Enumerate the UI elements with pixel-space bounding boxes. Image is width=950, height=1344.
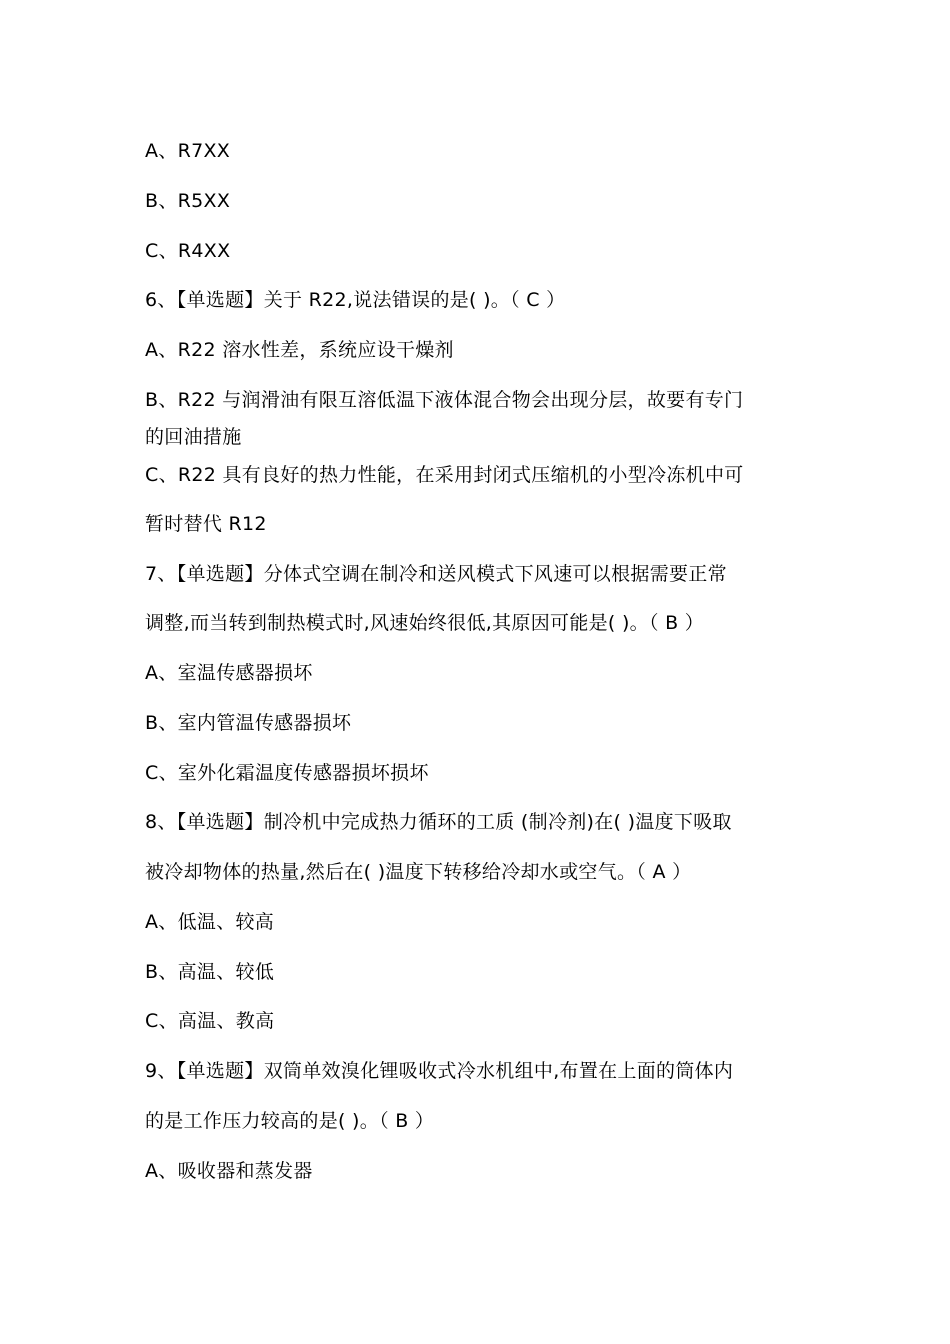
question-7: 7、【单选题】分体式空调在制冷和送风模式下风速可以根据需要正常 (145, 563, 727, 585)
option-7c: C、室外化霜温度传感器损坏损坏 (145, 762, 429, 784)
option-5a: A、R7XX (145, 140, 231, 162)
question-8-continued: 被冷却物体的热量,然后在( )温度下转移给冷却水或空气。（ A ） (145, 861, 692, 883)
option-8a: A、低温、较高 (145, 911, 275, 933)
option-8c: C、高温、教高 (145, 1010, 275, 1032)
option-6a: A、R22 溶水性差，系统应设干燥剂 (145, 339, 454, 361)
question-9: 9、【单选题】双筒单效溴化锂吸收式冷水机组中,布置在上面的筒体内 (145, 1060, 734, 1082)
option-6c: C、R22 具有良好的热力性能，在采用封闭式压缩机的小型冷冻机中可 (145, 464, 744, 486)
question-9-continued: 的是工作压力较高的是( )。（ B ） (145, 1110, 435, 1132)
option-7b: B、室内管温传感器损坏 (145, 712, 352, 734)
question-7-continued: 调整,而当转到制热模式时,风速始终很低,其原因可能是( )。（ B ） (145, 612, 705, 634)
question-6: 6、【单选题】关于 R22,说法错误的是( )。（ C ） (145, 289, 566, 311)
option-9a: A、吸收器和蒸发器 (145, 1160, 313, 1182)
option-6b-continued: 的回油措施 (145, 426, 242, 448)
option-6b: B、R22 与润滑油有限互溶低温下液体混合物会出现分层，故要有专门 (145, 389, 744, 411)
option-6c-continued: 暂时替代 R12 (145, 513, 267, 535)
option-7a: A、室温传感器损坏 (145, 662, 313, 684)
option-5b: B、R5XX (145, 190, 231, 212)
option-5c: C、R4XX (145, 240, 231, 262)
question-8: 8、【单选题】制冷机中完成热力循环的工质 (制冷剂)在( )温度下吸取 (145, 811, 732, 833)
option-8b: B、高温、较低 (145, 961, 275, 983)
